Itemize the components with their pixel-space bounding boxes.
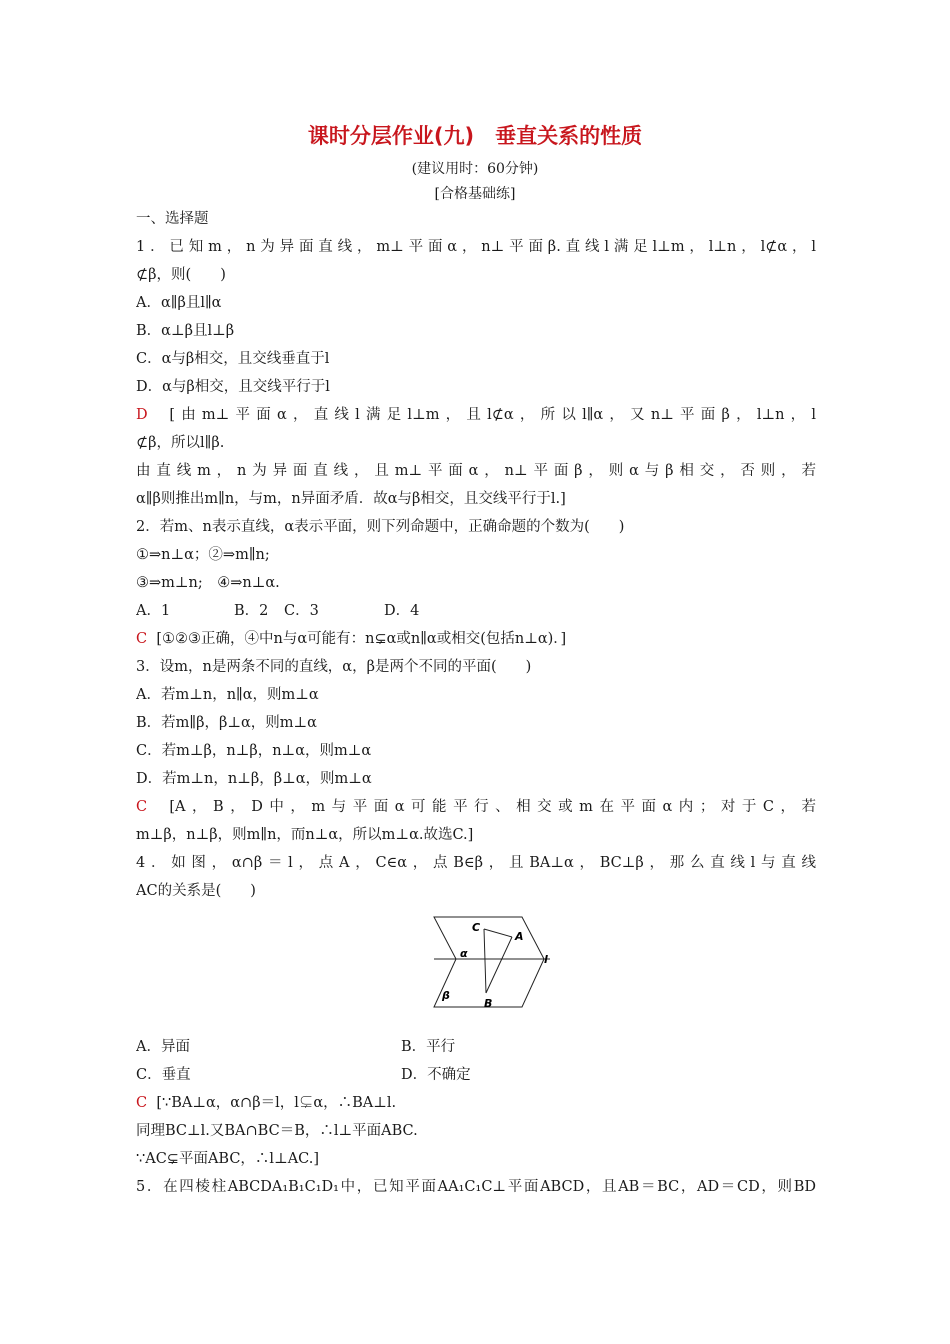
- q2-option-b: B．2: [234, 603, 269, 619]
- q4-options-row-2: [136, 1061, 816, 1089]
- planes-diagram: [432, 915, 552, 1013]
- q4-explanation-1: [136, 1089, 816, 1117]
- q4-option-d: D．不确定: [401, 1067, 471, 1083]
- label-C: C: [472, 921, 481, 934]
- q1-explanation-3: 由直线m，n为异面直线，且m⊥平面α，n⊥平面β，则α与β相交，否则，若: [136, 463, 816, 479]
- q1-explanation-text: [由m⊥平面α，直线l满足l⊥m，且l⊄α，所以l∥α，又n⊥平面β，l⊥n，l: [169, 407, 816, 423]
- q4-answer-letter: C: [136, 1095, 148, 1111]
- q1-explanation-2: ⊄β，所以l∥β.: [136, 435, 225, 451]
- q4-explanation-text: [∵BA⊥α，α∩β＝l，l⊊α，∴BA⊥l.: [156, 1095, 397, 1111]
- label-B: B: [484, 997, 493, 1010]
- suggested-time: (建议用时：60分钟): [411, 161, 539, 177]
- q1-explanation-1: [136, 401, 816, 429]
- q2-options: [136, 597, 816, 625]
- q1-option-b: B．α⊥β且l⊥β: [136, 323, 235, 339]
- segment-CB: [484, 929, 486, 993]
- label-beta: β: [442, 989, 450, 1002]
- q4-options-row-1: [136, 1033, 816, 1061]
- q2-stem: 2．若m、n表示直线，α表示平面，则下列命题中，正确命题的个数为( ): [136, 519, 625, 535]
- q4-figure: [136, 915, 816, 1019]
- q2-explanation: [136, 625, 816, 653]
- q1-option-c: C．α与β相交，且交线垂直于l: [136, 351, 330, 367]
- q4-stem-1: 4．如图，α∩β＝l，点A，C∈α，点B∈β，且BA⊥α，BC⊥β，那么直线l与直线: [136, 855, 816, 871]
- q3-option-d: D．若m⊥n，n⊥β，β⊥α，则m⊥α: [136, 771, 372, 787]
- q4-option-b: B．平行: [401, 1039, 456, 1055]
- question-list: [136, 205, 816, 1201]
- q1-explanation-4: α∥β则推出m∥n，与m，n异面矛盾．故α与β相交，且交线平行于l.]: [136, 491, 566, 507]
- q4-stem-2: AC的关系是( ): [136, 883, 256, 899]
- q1-option-a: A．α∥β且l∥α: [136, 295, 222, 311]
- segment-AB: [486, 937, 512, 993]
- q3-option-a: A．若m⊥n，n∥α，则m⊥α: [136, 687, 319, 703]
- q3-stem: 3．设m，n是两条不同的直线，α，β是两个不同的平面( ): [136, 659, 532, 675]
- q5-stem: 5．在四棱柱ABCDA₁B₁C₁D₁中，已知平面AA₁C₁C⊥平面ABCD，且AB＝BC，AD＝CD，则BD: [136, 1179, 816, 1195]
- label-l: l: [544, 953, 548, 966]
- q3-option-b: B．若m∥β，β⊥α，则m⊥α: [136, 715, 317, 731]
- q1-stem-2: ⊄β，则( ): [136, 267, 226, 283]
- q1-answer-letter: D: [136, 407, 148, 423]
- q3-explanation-text: [A，B，D中，m与平面α可能平行、相交或m在平面α内；对于C，若: [169, 799, 816, 815]
- q1-option-d: D．α与β相交，且交线平行于l: [136, 379, 330, 395]
- q4-option-c: C．垂直: [136, 1067, 191, 1083]
- q4-option-a: A．异面: [136, 1039, 190, 1055]
- label-A: A: [515, 930, 524, 943]
- section-heading: 一、选择题: [136, 211, 209, 227]
- plane-alpha: [434, 917, 544, 959]
- q3-explanation-1: [136, 793, 816, 821]
- q2-statements-2: ③⇒m⊥n; ④⇒n⊥α.: [136, 575, 280, 591]
- q2-explanation-text: [①②③正确，④中n与α可能有：n⊊α或n∥α或相交(包括n⊥α)．]: [156, 631, 567, 647]
- q2-statements-1: ①⇒n⊥α；②⇒m∥n;: [136, 547, 270, 563]
- segment-CA: [484, 929, 512, 937]
- q4-explanation-3: ∵AC⊊平面ABC，∴l⊥AC.]: [136, 1151, 320, 1167]
- q3-answer-letter: C: [136, 799, 148, 815]
- exercise-level: [合格基础练]: [434, 186, 516, 202]
- label-alpha: α: [460, 947, 468, 960]
- page-title: 课时分层作业(九) 垂直关系的性质: [307, 124, 643, 148]
- q2-option-c: C．3: [284, 603, 319, 619]
- q1-stem-1: 1．已知m，n为异面直线，m⊥平面α，n⊥平面β.直线l满足l⊥m，l⊥n，l⊄α，l: [136, 239, 816, 255]
- q2-answer-letter: C: [136, 631, 148, 647]
- q3-option-c: C．若m⊥β，n⊥β，n⊥α，则m⊥α: [136, 743, 372, 759]
- q2-option-d: D．4: [384, 603, 420, 619]
- q2-option-a: A．1: [136, 603, 171, 619]
- q4-explanation-2: 同理BC⊥l.又BA∩BC＝B，∴l⊥平面ABC.: [136, 1123, 418, 1139]
- q3-explanation-2: m⊥β，n⊥β，则m∥n，而n⊥α，所以m⊥α.故选C.]: [136, 827, 474, 843]
